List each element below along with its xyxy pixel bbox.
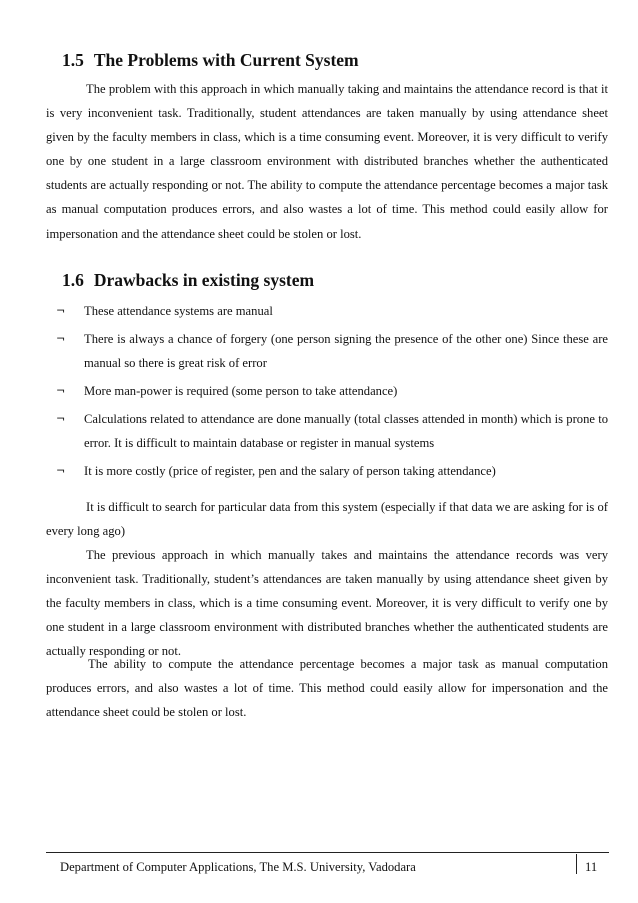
bullet-icon: ¬ xyxy=(56,464,66,477)
drawbacks-list xyxy=(56,299,608,487)
list-item xyxy=(56,407,608,455)
section-number: 1.6 xyxy=(62,270,84,290)
bullet-icon: ¬ xyxy=(56,332,66,345)
footer-department: Department of Computer Applications, The M.S. University, Vadodara xyxy=(60,860,416,874)
section-heading-1-5 xyxy=(62,50,359,70)
list-item-text: There is always a chance of forgery (one person signing the presence of the other one) Since these are manual so there is great risk of error xyxy=(84,332,608,370)
body-paragraph: The ability to compute the attendance percentage becomes a major task as manual computation produces errors, and also wastes a lot of time. This method could easily allow for impersonation and the attendance sheet could be stolen or lost. xyxy=(46,657,608,720)
body-paragraph: It is difficult to search for particular data from this system (especially if that data we are asking for is of every long ago) xyxy=(46,500,608,539)
body-paragraph: The problem with this approach in which manually taking and maintains the attendance record is that it is very inconvenient task. Traditionally, student attendances are taken manually by using attendance sheet given by the faculty members in class, which is a time consuming event. Moreover, it is very difficult to verify one by one student in a large classroom environment with distributed branches whether the authenticated students are actually responding or not. The ability to compute the attendance percentage becomes a major task as manual computation produces errors, and also wastes a lot of time. This method could easily allow for impersonation and the attendance sheet could be stolen or lost. xyxy=(46,82,608,241)
list-item xyxy=(56,459,608,483)
page-number: 11 xyxy=(576,854,609,874)
list-item-text: Calculations related to attendance are done manually (total classes attended in month) which is prone to error. It is difficult to maintain database or register in manual systems xyxy=(84,412,608,450)
list-item xyxy=(56,379,608,403)
page-footer xyxy=(46,852,609,881)
section-title: The Problems with Current System xyxy=(93,50,359,70)
bullet-icon: ¬ xyxy=(56,412,66,425)
section-heading-1-6 xyxy=(62,270,314,290)
list-item-text: It is more costly (price of register, pen and the salary of person taking attendance) xyxy=(84,464,496,478)
list-item-text: More man-power is required (some person to take attendance) xyxy=(84,384,398,398)
list-item xyxy=(56,327,608,375)
bullet-icon: ¬ xyxy=(56,384,66,397)
section-title: Drawbacks in existing system xyxy=(93,270,315,290)
list-item xyxy=(56,299,608,323)
bullet-icon: ¬ xyxy=(56,304,66,317)
list-item-text: These attendance systems are manual xyxy=(84,304,273,318)
body-paragraph: The previous approach in which manually takes and maintains the attendance records was very inconvenient task. Traditionally, student’s attendances are taken manually by using attendance sheet given by the faculty members in class, which is a time consuming event. Moreover, it is very difficult to verify one by one student in a large classroom environment with distributed branches whether the authenticated students are actually responding or not. xyxy=(46,548,608,659)
section-number: 1.5 xyxy=(62,50,84,70)
